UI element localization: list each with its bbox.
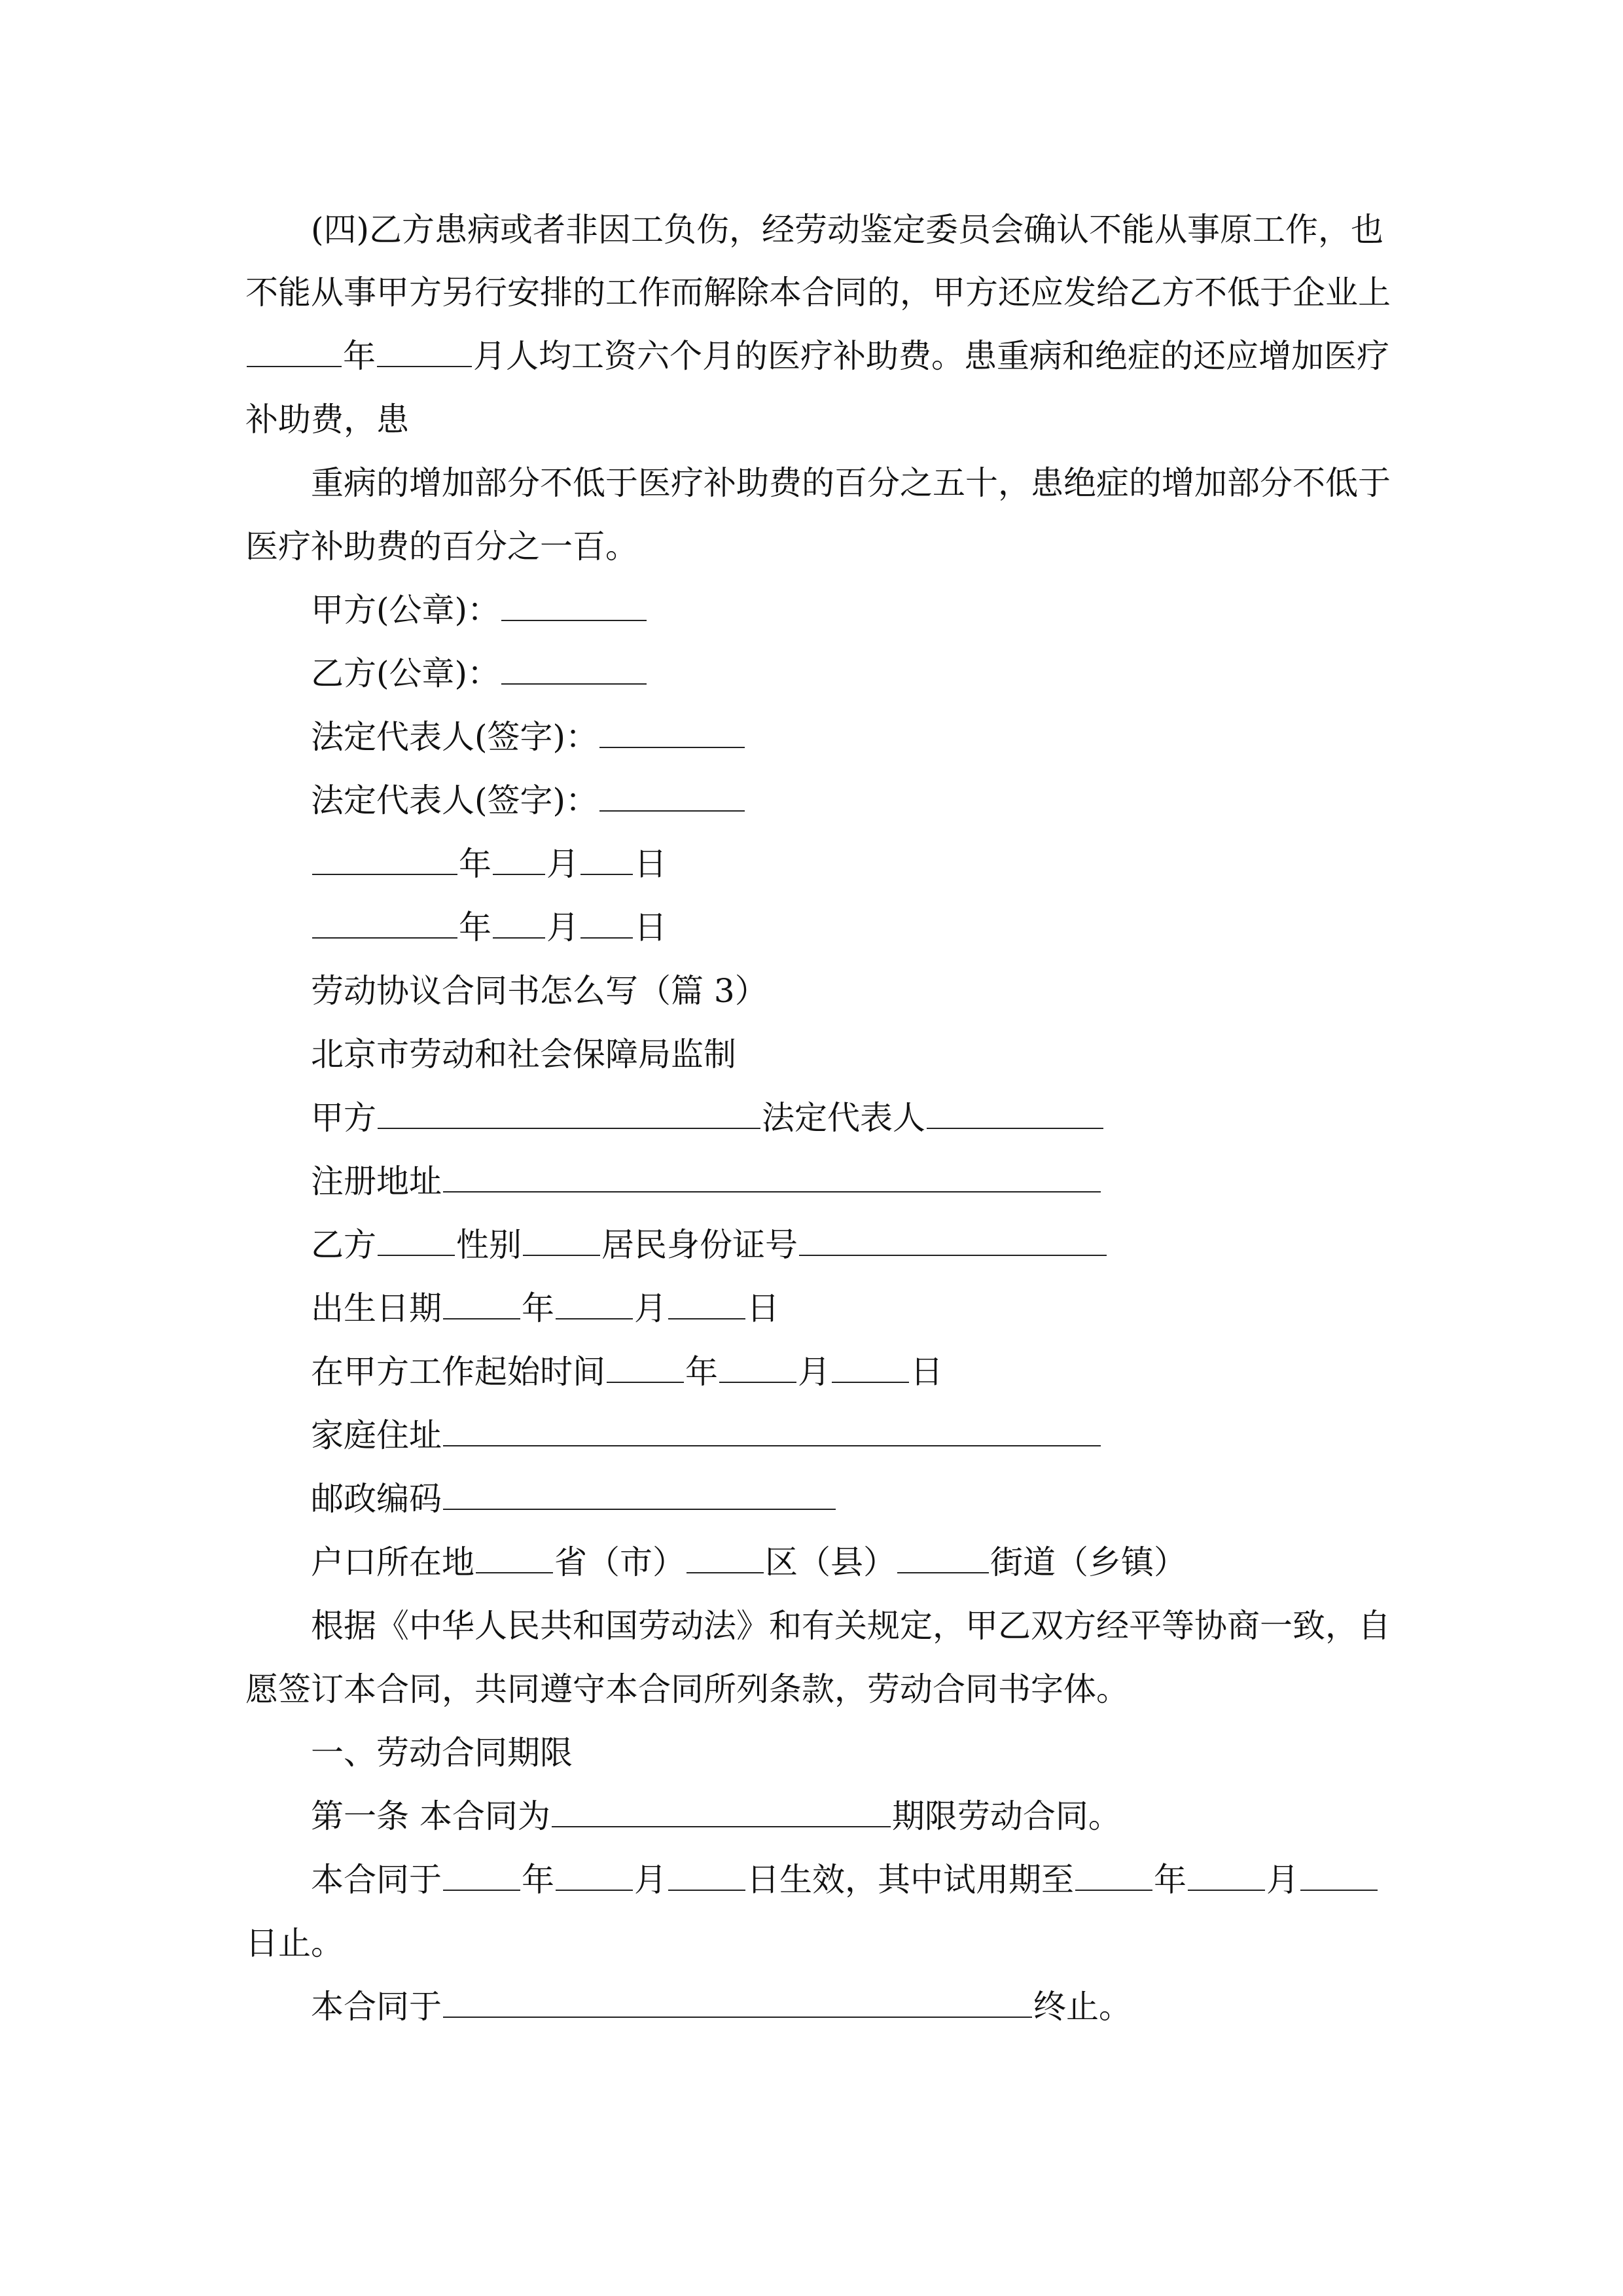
id-number-blank[interactable] xyxy=(799,1225,1107,1256)
street-label: 街道（乡镇） xyxy=(990,1543,1186,1581)
month-blank[interactable] xyxy=(377,336,472,367)
party-b-blank[interactable] xyxy=(378,1225,455,1256)
paragraph-line xyxy=(245,333,1389,379)
basis-text: 愿签订本合同，共同遵守本合同所列条款，劳动合同书字体。 xyxy=(245,1670,1129,1708)
clause-text: 医疗补助费的百分之一百。 xyxy=(245,528,638,565)
clause-text: 重病的增加部分不低于医疗补助费的百分之五十，患绝症的增加部分不低于 xyxy=(311,464,1391,502)
hukou-line xyxy=(311,1539,1186,1585)
reg-address-blank[interactable] xyxy=(443,1161,1101,1193)
day-label: 日 xyxy=(910,1353,943,1391)
party-a-line xyxy=(311,1095,1105,1141)
year-label: 年 xyxy=(522,1861,554,1899)
month-label: 月 xyxy=(546,908,579,946)
gender-label: 性别 xyxy=(456,1226,522,1264)
terminate-suffix: 终止。 xyxy=(1033,1988,1132,2026)
month-label: 月 xyxy=(546,845,579,883)
day-label: 日 xyxy=(634,908,667,946)
month-label: 月 xyxy=(634,1289,667,1327)
article-prefix: 第一条 本合同为 xyxy=(311,1797,550,1835)
section-heading xyxy=(311,968,768,1014)
legal-rep-blank[interactable] xyxy=(927,1098,1103,1129)
party-b-line xyxy=(311,1222,1108,1268)
party-a-seal-label: 甲方(公章)： xyxy=(311,591,501,629)
party-b-seal-blank[interactable] xyxy=(501,653,647,685)
year-label: 年 xyxy=(459,845,491,883)
legal-rep-sign-blank[interactable] xyxy=(599,780,745,812)
district-blank[interactable] xyxy=(687,1542,764,1573)
legal-rep-sign-line xyxy=(311,714,746,760)
supervisor-line xyxy=(311,1031,736,1077)
legal-rep-sign-line xyxy=(311,778,746,823)
year-blank[interactable] xyxy=(607,1352,684,1383)
day-blank[interactable] xyxy=(668,1859,745,1891)
terminate-line xyxy=(311,1984,1132,2030)
month-blank[interactable] xyxy=(493,844,545,875)
party-a-seal-line xyxy=(311,587,648,633)
contract-term-blank[interactable] xyxy=(552,1796,891,1827)
legal-rep-sign-label: 法定代表人(签字)： xyxy=(311,781,599,819)
party-a-seal-blank[interactable] xyxy=(501,590,647,621)
home-address-line xyxy=(311,1412,1102,1458)
date-line xyxy=(311,905,667,950)
paragraph-line xyxy=(311,460,1391,506)
party-b-label: 乙方 xyxy=(311,1226,376,1264)
birth-date-line xyxy=(311,1285,779,1331)
section-heading-text: 劳动协议合同书怎么写（篇 3） xyxy=(311,972,768,1010)
terminate-date-blank[interactable] xyxy=(443,1986,1032,2018)
day-label: 日 xyxy=(634,845,667,883)
year-label: 年 xyxy=(685,1353,718,1391)
paragraph-line xyxy=(245,397,409,442)
day-blank[interactable] xyxy=(580,907,633,939)
year-blank[interactable] xyxy=(443,1859,520,1891)
paragraph-line xyxy=(311,207,1383,253)
hukou-label: 户口所在地 xyxy=(311,1543,474,1581)
clause-text: 不能从事甲方另行安排的工作而解除本合同的，甲方还应发给乙方不低于企业上 xyxy=(245,274,1391,312)
start-time-line xyxy=(311,1349,943,1395)
clause-text: (四)乙方患病或者非因工负伤，经劳动鉴定委员会确认不能从事原工作，也 xyxy=(311,211,1384,249)
effective-mid: 日生效，其中试用期至 xyxy=(747,1861,1074,1899)
home-address-label: 家庭住址 xyxy=(311,1416,442,1454)
basis-text: 根据《中华人民共和国劳动法》和有关规定，甲乙双方经平等协商一致，自 xyxy=(311,1607,1391,1645)
end-day-label: 日止。 xyxy=(245,1924,344,1962)
start-time-label: 在甲方工作起始时间 xyxy=(311,1353,605,1391)
date-line xyxy=(311,841,667,887)
province-blank[interactable] xyxy=(476,1542,553,1573)
month-blank[interactable] xyxy=(1188,1859,1265,1891)
month-blank[interactable] xyxy=(556,1288,633,1319)
party-a-blank[interactable] xyxy=(378,1098,760,1129)
province-label: 省（市） xyxy=(554,1543,685,1581)
postcode-label: 邮政编码 xyxy=(311,1480,442,1518)
postcode-line xyxy=(311,1476,837,1522)
year-blank[interactable] xyxy=(312,844,457,875)
home-address-blank[interactable] xyxy=(443,1415,1101,1446)
day-blank[interactable] xyxy=(832,1352,909,1383)
chapter-heading xyxy=(311,1730,573,1776)
paragraph-line xyxy=(311,1603,1391,1649)
chapter-heading-text: 一、劳动合同期限 xyxy=(311,1734,573,1772)
supervisor-text: 北京市劳动和社会保障局监制 xyxy=(311,1035,736,1073)
postcode-blank[interactable] xyxy=(443,1479,836,1510)
district-label: 区（县） xyxy=(765,1543,896,1581)
clause-text: 补助费，患 xyxy=(245,401,409,439)
legal-rep-label: 法定代表人 xyxy=(762,1099,925,1137)
year-blank[interactable] xyxy=(312,907,457,939)
year-blank[interactable] xyxy=(1075,1859,1152,1891)
day-blank[interactable] xyxy=(668,1288,745,1319)
birth-date-label: 出生日期 xyxy=(311,1289,442,1327)
party-b-seal-line xyxy=(311,651,648,696)
article-suffix: 期限劳动合同。 xyxy=(891,1797,1121,1835)
month-label: 月 xyxy=(634,1861,667,1899)
party-b-seal-label: 乙方(公章)： xyxy=(311,655,501,692)
paragraph-line xyxy=(245,524,638,569)
terminate-prefix: 本合同于 xyxy=(311,1988,442,2026)
month-blank[interactable] xyxy=(556,1859,633,1891)
month-blank[interactable] xyxy=(493,907,545,939)
paragraph-line xyxy=(245,1666,1129,1712)
month-label: 月 xyxy=(798,1353,830,1391)
gender-blank[interactable] xyxy=(523,1225,600,1256)
month-label: 月 xyxy=(1266,1861,1299,1899)
effective-line xyxy=(311,1857,1379,1903)
paragraph-line xyxy=(245,270,1391,315)
id-number-label: 居民身份证号 xyxy=(601,1226,798,1264)
year-label: 年 xyxy=(522,1289,554,1327)
reg-address-line xyxy=(311,1158,1102,1204)
party-a-label: 甲方 xyxy=(311,1099,376,1137)
day-label: 日 xyxy=(747,1289,779,1327)
reg-address-label: 注册地址 xyxy=(311,1162,442,1200)
year-label: 年 xyxy=(343,337,376,375)
year-blank[interactable] xyxy=(247,336,342,367)
day-blank[interactable] xyxy=(580,844,633,875)
year-label: 年 xyxy=(459,908,491,946)
month-blank[interactable] xyxy=(719,1352,796,1383)
year-blank[interactable] xyxy=(443,1288,520,1319)
effective-prefix: 本合同于 xyxy=(311,1861,442,1899)
legal-rep-sign-blank[interactable] xyxy=(599,717,745,748)
legal-rep-sign-label: 法定代表人(签字)： xyxy=(311,718,599,756)
day-blank[interactable] xyxy=(1300,1859,1378,1891)
clause-text: 月人均工资六个月的医疗补助费。患重病和绝症的还应增加医疗 xyxy=(473,337,1389,375)
effective-end-line xyxy=(245,1920,344,1966)
article-line xyxy=(311,1793,1121,1839)
street-blank[interactable] xyxy=(897,1542,989,1573)
year-label: 年 xyxy=(1154,1861,1186,1899)
